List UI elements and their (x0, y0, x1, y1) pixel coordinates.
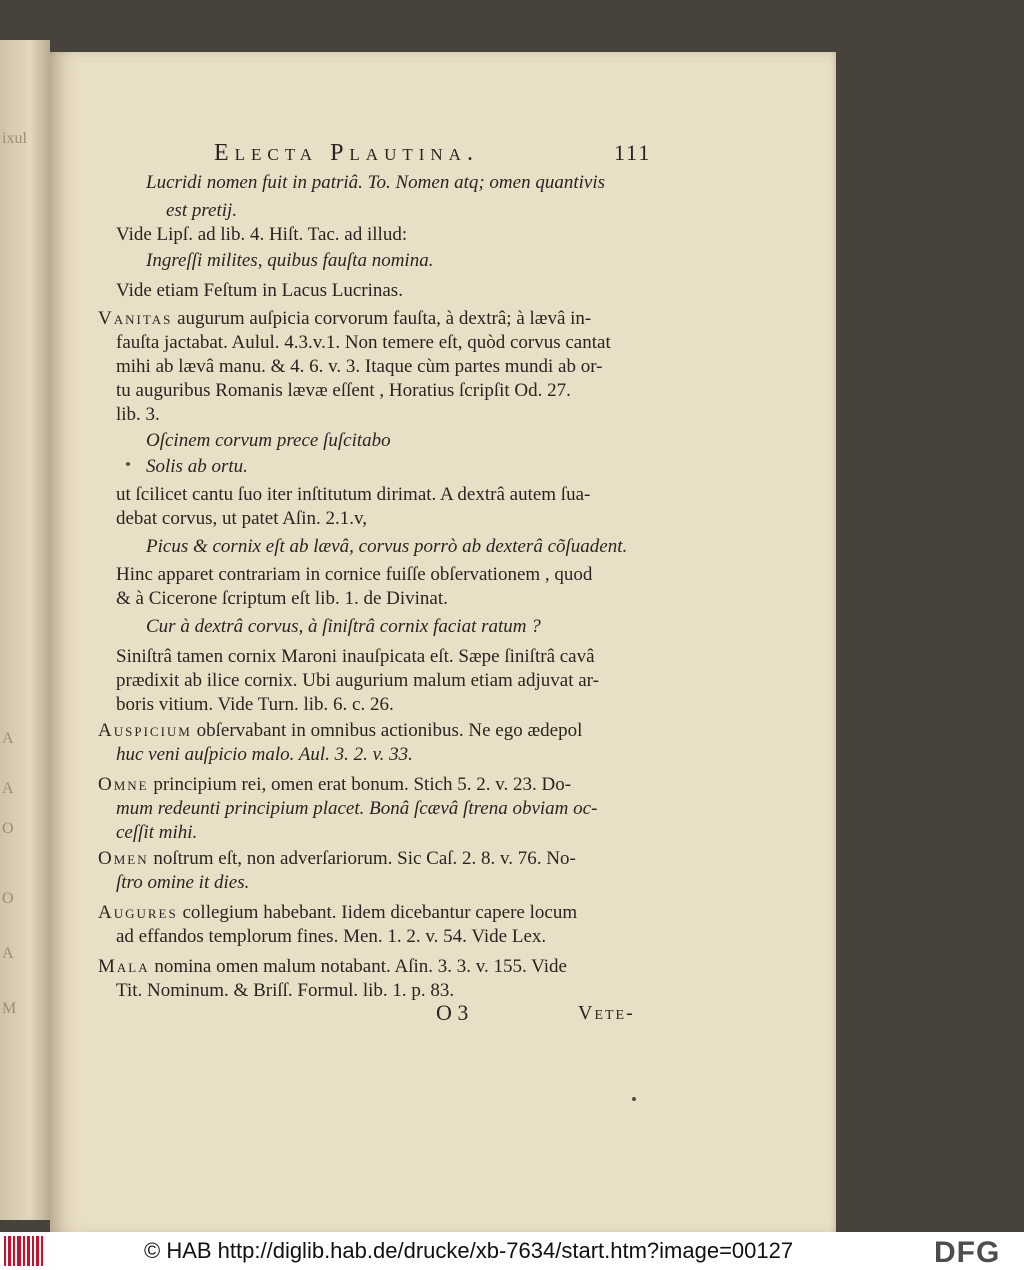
entry-augures (98, 902, 577, 924)
text-line: huc veni auſpicio malo. Aul. 3. 2. v. 33. (116, 744, 413, 765)
text-line: boris vitium. Vide Turn. lib. 6. c. 26. (116, 694, 394, 715)
adjacent-page-edge: ixul A A O O A M (0, 40, 50, 1220)
text-line: ceſſit mihi. (116, 822, 198, 843)
entry-omen (98, 848, 576, 870)
entry-omne (98, 774, 571, 796)
entry-mala (98, 956, 567, 978)
text-line: Cur à dextrâ corvus, à ſiniſtrâ cornix faciat ratum ? (146, 616, 541, 637)
page-number: 111 (614, 140, 652, 165)
text-line: noſtrum eſt, non adverſariorum. Sic Caſ. 2. 8. v. 76. No- (153, 848, 576, 869)
text-line: principium rei, omen erat bonum. Stich 5. 2. v. 23. Do- (153, 774, 572, 795)
text-line: mihi ab lævâ manu. & 4. 6. v. 3. Itaque cùm partes mundi ab or- (116, 356, 603, 377)
text-line: & à Cicerone ſcriptum eſt lib. 1. de Divinat. (116, 588, 448, 609)
text-line: fauſta jactabat. Aulul. 4.3.v.1. Non temere eſt, quòd corvus cantat (116, 332, 611, 353)
text-line: nomina omen malum notabant. Aſin. 3. 3. v. 155. Vide (154, 956, 567, 977)
text-line: tu auguribus Romanis lævæ eſſent , Horatius ſcripſit Od. 27. (116, 380, 571, 401)
entry-keyword: Omen (98, 848, 149, 869)
source-link[interactable]: © HAB http://diglib.hab.de/drucke/xb-7634/start.htm?image=00127 (144, 1238, 794, 1263)
entry-keyword: Mala (98, 956, 150, 977)
entry-keyword: Auspicium (98, 720, 192, 741)
signature-mark: O 3 (436, 1000, 469, 1025)
text-line: lib. 3. (116, 404, 160, 425)
text-line: obſervabant in omnibus actionibus. Ne ego ædepol (196, 720, 583, 741)
entry-keyword: Augures (98, 902, 178, 923)
text-line: Vide Lipſ. ad lib. 4. Hiſt. Tac. ad illud: (116, 224, 408, 245)
text-line: mum redeunti principium placet. Bonâ ſcævâ ſtrena obviam oc- (116, 798, 598, 819)
ink-dot (126, 462, 130, 466)
text-line: Lucridi nomen fuit in patriâ. To. Nomen atq; omen quantivis (146, 172, 605, 193)
text-line: Oſcinem corvum prece ſuſcitabo (146, 430, 391, 451)
text-line: Hinc apparet contrariam in cornice fuiſſe obſervationem , quod (116, 564, 593, 585)
viewer-footer (0, 1232, 1024, 1270)
text-line: collegium habebant. Iidem dicebantur capere locum (182, 902, 578, 923)
text-line: Solis ab ortu. (146, 456, 248, 477)
entry-keyword: Vanitas (98, 308, 173, 329)
text-line: Picus & cornix eſt ab lævâ, corvus porrò ab dexterâ cõſuadent. (146, 536, 628, 557)
text-line: est pretij. (166, 200, 238, 221)
dfg-logo: DFG (934, 1236, 1001, 1269)
text-line: debat corvus, ut patet Aſin. 2.1.v, (116, 508, 367, 529)
text-line: ut ſcilicet cantu ſuo iter inſtitutum dirimat. A dextrâ autem ſua- (116, 484, 591, 505)
hab-logo-icon (4, 1236, 48, 1266)
text-line: Vide etiam Feſtum in Lacus Lucrinas. (116, 280, 403, 301)
entry-auspicium (98, 720, 582, 742)
text-line: ſtro omine it dies. (116, 872, 250, 893)
text-line: Siniſtrâ tamen cornix Maroni inauſpicata eſt. Sæpe ſiniſtrâ cavâ (116, 646, 595, 667)
entry-keyword: Omne (98, 774, 149, 795)
text-line: Ingreſſi milites, quibus fauſta nomina. (146, 250, 434, 271)
running-header: Electa Plautina. (214, 140, 479, 166)
text-line: Tit. Nominum. & Briſſ. Formul. lib. 1. p. 83. (116, 980, 455, 1001)
text-line: prædixit ab ilice cornix. Ubi augurium malum etiam adjuvat ar- (116, 670, 599, 691)
text-line: ad effandos templorum fines. Men. 1. 2. v. 54. Vide Lex. (116, 926, 547, 947)
catchword: Vete- (578, 1002, 635, 1024)
text-line: augurum auſpicia corvorum fauſta, à dextrâ; à lævâ in- (177, 308, 592, 329)
ink-dot (632, 1097, 636, 1101)
entry-vanitas (98, 308, 591, 330)
